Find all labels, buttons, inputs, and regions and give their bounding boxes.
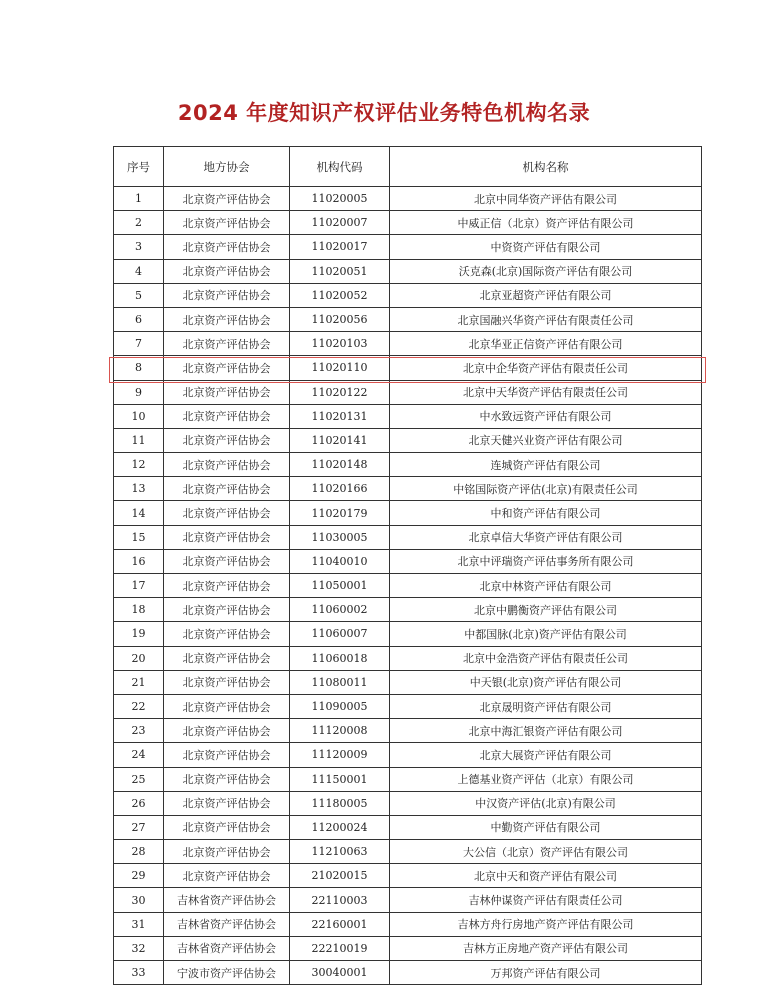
- table-row: [114, 501, 702, 525]
- table-row: [114, 259, 702, 283]
- cell-serial: 14: [114, 501, 164, 525]
- cell-association: 北京资产评估协会: [164, 549, 290, 573]
- cell-name: 北京天健兴业资产评估有限公司: [390, 428, 702, 452]
- cell-serial: 18: [114, 598, 164, 622]
- page-title: 2024 年度知识产权评估业务特色机构名录: [177, 101, 591, 125]
- cell-serial: 26: [114, 791, 164, 815]
- cell-code: 11120009: [290, 743, 390, 767]
- cell-code: 11180005: [290, 791, 390, 815]
- cell-name: 北京大展资产评估有限公司: [390, 743, 702, 767]
- header-serial: 序号: [114, 147, 164, 187]
- cell-code: 11090005: [290, 694, 390, 718]
- cell-association: 北京资产评估协会: [164, 187, 290, 211]
- cell-name: 连城资产评估有限公司: [390, 453, 702, 477]
- cell-serial: 29: [114, 864, 164, 888]
- cell-code: 11020007: [290, 211, 390, 235]
- cell-name: 中天银(北京)资产评估有限公司: [390, 670, 702, 694]
- cell-name: 北京中评瑞资产评估事务所有限公司: [390, 549, 702, 573]
- cell-association: 北京资产评估协会: [164, 743, 290, 767]
- cell-name: 中汉资产评估(北京)有限公司: [390, 791, 702, 815]
- table-row: [114, 598, 702, 622]
- table-row: [114, 646, 702, 670]
- table-row: [114, 936, 702, 960]
- table-row: [114, 622, 702, 646]
- cell-serial: 17: [114, 574, 164, 598]
- cell-code: 11020148: [290, 453, 390, 477]
- cell-code: 11020141: [290, 428, 390, 452]
- cell-name: 吉林方正房地产资产评估有限公司: [390, 936, 702, 960]
- cell-serial: 33: [114, 961, 164, 985]
- cell-serial: 8: [114, 356, 164, 380]
- cell-name: 沃克森(北京)国际资产评估有限公司: [390, 259, 702, 283]
- cell-name: 北京中企华资产评估有限责任公司: [390, 356, 702, 380]
- table-row: [114, 380, 702, 404]
- cell-name: 上德基业资产评估（北京）有限公司: [390, 767, 702, 791]
- cell-code: 11020110: [290, 356, 390, 380]
- table-row: [114, 961, 702, 985]
- cell-association: 宁波市资产评估协会: [164, 961, 290, 985]
- cell-code: 11080011: [290, 670, 390, 694]
- table-row: [114, 453, 702, 477]
- cell-association: 北京资产评估协会: [164, 356, 290, 380]
- cell-association: 吉林省资产评估协会: [164, 936, 290, 960]
- cell-association: 北京资产评估协会: [164, 767, 290, 791]
- cell-serial: 9: [114, 380, 164, 404]
- cell-association: 北京资产评估协会: [164, 574, 290, 598]
- cell-association: 北京资产评估协会: [164, 864, 290, 888]
- cell-serial: 22: [114, 694, 164, 718]
- cell-code: 11050001: [290, 574, 390, 598]
- cell-serial: 28: [114, 840, 164, 864]
- cell-association: 北京资产评估协会: [164, 501, 290, 525]
- table-row: [114, 332, 702, 356]
- cell-code: 11020122: [290, 380, 390, 404]
- cell-serial: 3: [114, 235, 164, 259]
- cell-association: 北京资产评估协会: [164, 477, 290, 501]
- cell-serial: 27: [114, 815, 164, 839]
- cell-name: 中铭国际资产评估(北京)有限责任公司: [390, 477, 702, 501]
- cell-association: 北京资产评估协会: [164, 694, 290, 718]
- cell-serial: 30: [114, 888, 164, 912]
- cell-code: 11060007: [290, 622, 390, 646]
- cell-serial: 2: [114, 211, 164, 235]
- table-row: [114, 840, 702, 864]
- cell-name: 吉林仲谋资产评估有限责任公司: [390, 888, 702, 912]
- cell-code: 22110003: [290, 888, 390, 912]
- cell-association: 北京资产评估协会: [164, 622, 290, 646]
- cell-serial: 24: [114, 743, 164, 767]
- cell-code: 11020005: [290, 187, 390, 211]
- cell-name: 北京中同华资产评估有限公司: [390, 187, 702, 211]
- table-row: [114, 767, 702, 791]
- cell-name: 北京中天和资产评估有限公司: [390, 864, 702, 888]
- cell-code: 11020166: [290, 477, 390, 501]
- cell-serial: 11: [114, 428, 164, 452]
- cell-code: 11120008: [290, 719, 390, 743]
- cell-name: 大公信（北京）资产评估有限公司: [390, 840, 702, 864]
- header-association: 地方协会: [164, 147, 290, 187]
- cell-name: 北京中海汇银资产评估有限公司: [390, 719, 702, 743]
- header-code: 机构代码: [290, 147, 390, 187]
- cell-association: 北京资产评估协会: [164, 380, 290, 404]
- cell-association: 吉林省资产评估协会: [164, 912, 290, 936]
- cell-name: 北京中鹏衡资产评估有限公司: [390, 598, 702, 622]
- cell-code: 22210019: [290, 936, 390, 960]
- cell-association: 北京资产评估协会: [164, 404, 290, 428]
- cell-name: 中水致远资产评估有限公司: [390, 404, 702, 428]
- cell-code: 11020131: [290, 404, 390, 428]
- cell-name: 吉林方舟行房地产资产评估有限公司: [390, 912, 702, 936]
- cell-code: 11020056: [290, 307, 390, 331]
- cell-serial: 23: [114, 719, 164, 743]
- table-row: [114, 574, 702, 598]
- table-row: [114, 211, 702, 235]
- table-row: [114, 356, 702, 380]
- cell-serial: 15: [114, 525, 164, 549]
- cell-association: 吉林省资产评估协会: [164, 888, 290, 912]
- table-row: [114, 670, 702, 694]
- cell-serial: 20: [114, 646, 164, 670]
- table-row: [114, 428, 702, 452]
- cell-name: 北京中林资产评估有限公司: [390, 574, 702, 598]
- table-row: [114, 912, 702, 936]
- cell-code: 11030005: [290, 525, 390, 549]
- cell-association: 北京资产评估协会: [164, 646, 290, 670]
- cell-code: 11210063: [290, 840, 390, 864]
- cell-serial: 5: [114, 283, 164, 307]
- cell-association: 北京资产评估协会: [164, 791, 290, 815]
- cell-association: 北京资产评估协会: [164, 840, 290, 864]
- cell-name: 中和资产评估有限公司: [390, 501, 702, 525]
- cell-code: 22160001: [290, 912, 390, 936]
- table-row: [114, 864, 702, 888]
- table-header-row: [114, 147, 702, 187]
- cell-name: 中威正信（北京）资产评估有限公司: [390, 211, 702, 235]
- cell-code: 11020051: [290, 259, 390, 283]
- table-row: [114, 791, 702, 815]
- cell-association: 北京资产评估协会: [164, 259, 290, 283]
- cell-name: 北京卓信大华资产评估有限公司: [390, 525, 702, 549]
- cell-serial: 12: [114, 453, 164, 477]
- cell-code: 11040010: [290, 549, 390, 573]
- cell-association: 北京资产评估协会: [164, 307, 290, 331]
- cell-code: 11060018: [290, 646, 390, 670]
- cell-serial: 32: [114, 936, 164, 960]
- cell-association: 北京资产评估协会: [164, 235, 290, 259]
- cell-code: 11150001: [290, 767, 390, 791]
- cell-association: 北京资产评估协会: [164, 428, 290, 452]
- cell-code: 11060002: [290, 598, 390, 622]
- cell-association: 北京资产评估协会: [164, 211, 290, 235]
- cell-serial: 1: [114, 187, 164, 211]
- cell-name: 北京国融兴华资产评估有限责任公司: [390, 307, 702, 331]
- table-row: [114, 743, 702, 767]
- table-row: [114, 525, 702, 549]
- table-row: [114, 404, 702, 428]
- cell-name: 万邦资产评估有限公司: [390, 961, 702, 985]
- cell-name: 中资资产评估有限公司: [390, 235, 702, 259]
- table-row: [114, 307, 702, 331]
- cell-serial: 25: [114, 767, 164, 791]
- cell-association: 北京资产评估协会: [164, 598, 290, 622]
- cell-code: 11020017: [290, 235, 390, 259]
- table-row: [114, 235, 702, 259]
- cell-serial: 4: [114, 259, 164, 283]
- cell-serial: 6: [114, 307, 164, 331]
- table-row: [114, 477, 702, 501]
- cell-association: 北京资产评估协会: [164, 332, 290, 356]
- cell-serial: 16: [114, 549, 164, 573]
- table-row: [114, 549, 702, 573]
- cell-name: 北京亚超资产评估有限公司: [390, 283, 702, 307]
- cell-serial: 31: [114, 912, 164, 936]
- cell-code: 21020015: [290, 864, 390, 888]
- cell-name: 北京中天华资产评估有限责任公司: [390, 380, 702, 404]
- cell-association: 北京资产评估协会: [164, 815, 290, 839]
- cell-association: 北京资产评估协会: [164, 283, 290, 307]
- cell-association: 北京资产评估协会: [164, 453, 290, 477]
- institution-table: [113, 146, 702, 985]
- cell-code: 30040001: [290, 961, 390, 985]
- cell-code: 11020179: [290, 501, 390, 525]
- table-row: [114, 815, 702, 839]
- cell-name: 中勤资产评估有限公司: [390, 815, 702, 839]
- cell-serial: 7: [114, 332, 164, 356]
- cell-name: 北京晟明资产评估有限公司: [390, 694, 702, 718]
- cell-serial: 10: [114, 404, 164, 428]
- cell-association: 北京资产评估协会: [164, 719, 290, 743]
- table-row: [114, 694, 702, 718]
- cell-serial: 13: [114, 477, 164, 501]
- cell-association: 北京资产评估协会: [164, 525, 290, 549]
- table-row: [114, 283, 702, 307]
- cell-code: 11020103: [290, 332, 390, 356]
- table-row: [114, 187, 702, 211]
- cell-serial: 21: [114, 670, 164, 694]
- cell-association: 北京资产评估协会: [164, 670, 290, 694]
- cell-code: 11020052: [290, 283, 390, 307]
- cell-code: 11200024: [290, 815, 390, 839]
- cell-name: 中都国脉(北京)资产评估有限公司: [390, 622, 702, 646]
- cell-name: 北京中金浩资产评估有限责任公司: [390, 646, 702, 670]
- table-row: [114, 719, 702, 743]
- cell-serial: 19: [114, 622, 164, 646]
- cell-name: 北京华亚正信资产评估有限公司: [390, 332, 702, 356]
- header-name: 机构名称: [390, 147, 702, 187]
- table-row: [114, 888, 702, 912]
